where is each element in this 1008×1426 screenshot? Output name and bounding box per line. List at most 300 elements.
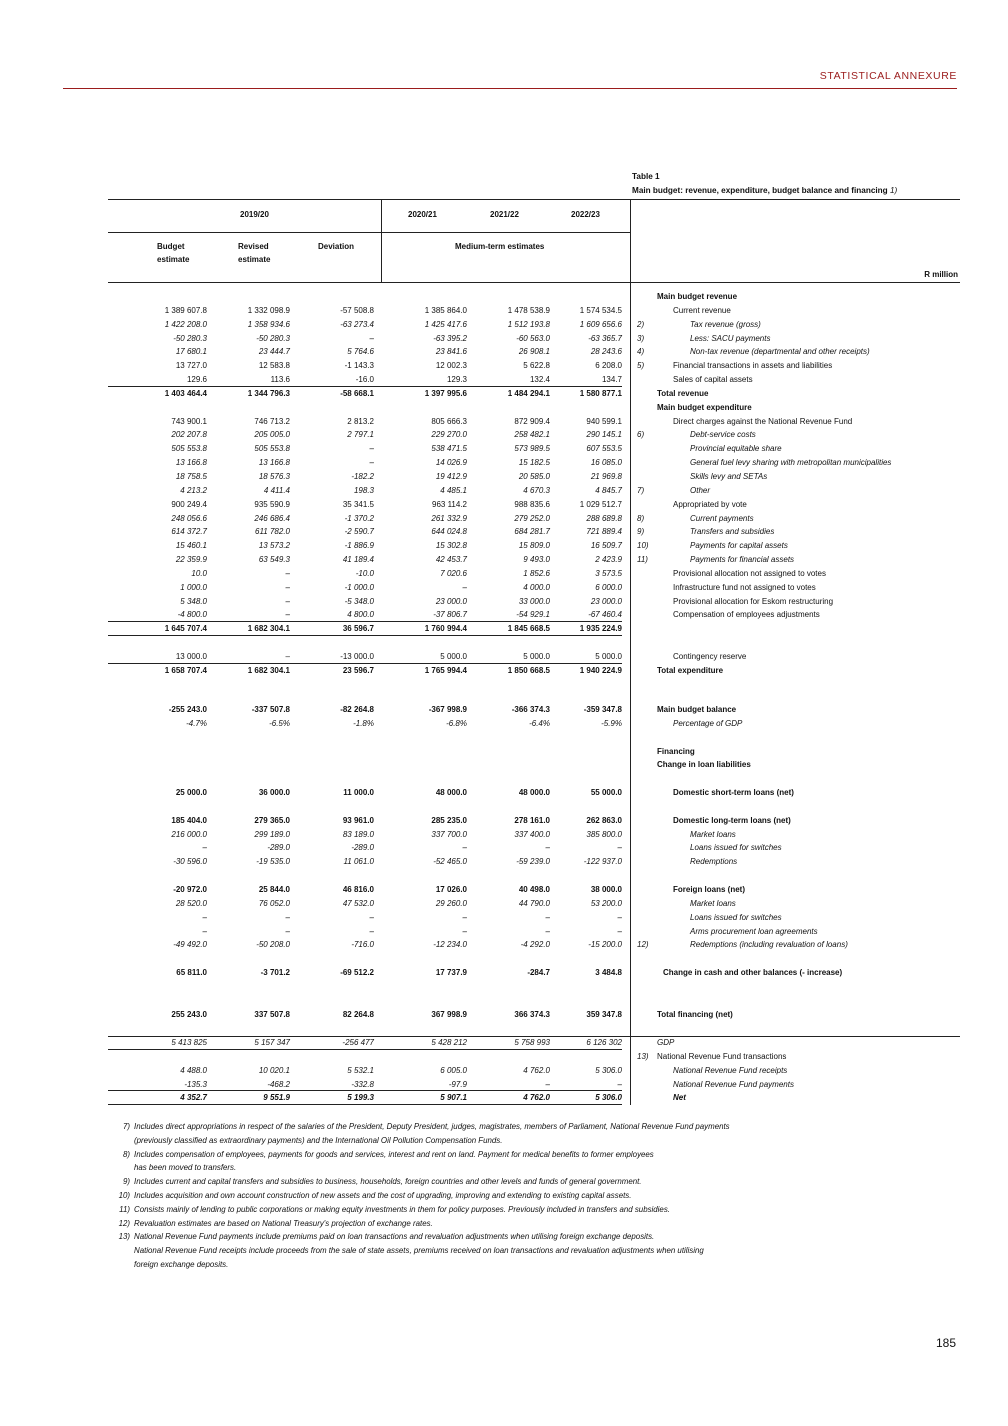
table-cell: 63 549.3: [258, 555, 290, 565]
table-row: [0, 456, 1008, 470]
row-label: Financing: [657, 746, 695, 756]
row-label: General fuel levy sharing with metropolitan municipalities: [690, 458, 892, 468]
footnote-number: 9): [122, 1177, 130, 1187]
header-rule: [63, 88, 957, 89]
table-row: [0, 814, 1008, 828]
row-label: Loans issued for switches: [690, 843, 782, 853]
table-cell: 4 488.0: [180, 1065, 207, 1075]
table-row: [0, 1008, 1008, 1022]
table-cell: -60 563.0: [516, 333, 550, 343]
table-cell: 367 998.9: [431, 1010, 467, 1019]
row-note-ref: 7): [637, 485, 645, 495]
table-cell: 23 841.6: [435, 347, 467, 357]
table-cell: 721 889.4: [586, 527, 622, 537]
page-header-title: STATISTICAL ANNEXURE: [819, 70, 957, 82]
table-cell: 16 085.0: [590, 458, 622, 468]
table-row: [0, 855, 1008, 869]
row-note-ref: 6): [637, 430, 645, 440]
table-cell: 607 553.5: [586, 444, 622, 454]
table-cell: 229 270.0: [431, 430, 467, 440]
table-cell: 4 800.0: [347, 610, 374, 620]
table-title-note: 1): [889, 186, 898, 195]
table-cell: 18 758.5: [175, 471, 207, 481]
table-row: [0, 758, 1008, 772]
table-cell: 202 207.8: [171, 430, 207, 440]
table-cell: 7 020.6: [440, 568, 467, 578]
footnote-line: [108, 1217, 948, 1231]
table-cell: 614 372.7: [171, 527, 207, 537]
table-cell: 278 161.0: [514, 815, 550, 825]
header-mid-rule: [108, 232, 630, 233]
table-cell: 23 444.7: [258, 347, 290, 357]
footnote-text: Includes acquisition and own account construction of new assets and the cost of upgrading, improving and extending to existing capital assets.: [134, 1190, 632, 1200]
footnote-text: National Revenue Fund payments include premiums paid on loan transactions and revaluation adjustments when utilising foreign exchange deposits.: [134, 1232, 655, 1242]
table-cell: -182.2: [351, 471, 374, 481]
row-label: Main budget balance: [657, 705, 737, 714]
table-cell: 36 596.7: [342, 624, 374, 634]
table-cell: 1 332 098.9: [247, 305, 290, 315]
row-label: Total revenue: [657, 388, 709, 398]
table-cell: 5 000.0: [595, 651, 622, 661]
table-cell: -13 000.0: [340, 651, 374, 661]
table-row: [0, 359, 1008, 373]
footnote-text: has been moved to transfers.: [134, 1163, 237, 1173]
table-cell: -716.0: [351, 940, 374, 950]
table-cell: -69 512.2: [340, 968, 374, 978]
table-cell: -50 280.3: [256, 333, 290, 343]
table-cell: 1 852.6: [523, 568, 550, 578]
row-label: Change in cash and other balances (- increase): [663, 968, 843, 978]
row-label: Sales of capital assets: [673, 375, 753, 385]
table-cell: 42 453.7: [435, 555, 467, 565]
table-cell: 9 493.0: [523, 555, 550, 565]
table-cell: 23 000.0: [590, 596, 622, 606]
table-cell: 83 189.0: [342, 829, 374, 839]
table-cell: –: [462, 912, 467, 922]
table-cell: –: [285, 912, 290, 922]
table-cell: 3 484.8: [595, 968, 622, 978]
table-row: [0, 345, 1008, 359]
table-cell: -289.0: [267, 843, 290, 853]
table-cell: 185 404.0: [171, 815, 207, 825]
footnote-text: Revaluation estimates are based on National Treasury's projection of exchange rates.: [134, 1218, 433, 1228]
table-cell: 1 512 193.8: [507, 319, 550, 329]
table-row: [0, 1050, 1008, 1064]
table-row: [0, 304, 1008, 318]
footnote-text: Consists mainly of lending to public corporations or making equity investments in them for policy purposes. Previously included in transfers and subsidies.: [134, 1204, 670, 1214]
table-cell: -52 465.0: [433, 857, 467, 867]
table-cell: -50 280.3: [173, 333, 207, 343]
table-cell: 6 000.0: [595, 582, 622, 592]
table-cell: -6.5%: [269, 718, 290, 728]
table-cell: 4 352.7: [180, 1093, 207, 1103]
footnote-number: 7): [122, 1122, 130, 1131]
table-row: [0, 1091, 1008, 1105]
footnote-number: 10): [118, 1190, 130, 1200]
table-cell: 29 260.0: [435, 898, 467, 908]
table-cell: 17 026.0: [435, 884, 467, 894]
table-cell: -30 596.0: [173, 857, 207, 867]
table-cell: 36 000.0: [258, 788, 290, 798]
row-label: Net: [673, 1093, 686, 1103]
footnote-number: 12): [118, 1218, 130, 1228]
footnote-line: [108, 1161, 948, 1175]
table-cell: -12 234.0: [433, 940, 467, 950]
table-cell: 10.0: [191, 568, 207, 578]
table-row: [0, 415, 1008, 429]
table-cell: 5 907.1: [440, 1093, 467, 1103]
table-cell: 6 208.0: [595, 361, 622, 371]
row-label: Financial transactions in assets and liabilities: [673, 361, 833, 371]
table-cell: -97.9: [448, 1079, 467, 1089]
table-row: [0, 608, 1008, 622]
table-caption: [632, 170, 897, 198]
table-cell: 48 000.0: [435, 788, 467, 798]
table-cell: 359 347.8: [586, 1010, 622, 1019]
footnote-text: (previously classified as extraordinary payments) and the International Oil Pollution Compensation Funds.: [134, 1135, 503, 1145]
footnote-line: [108, 1244, 948, 1258]
row-label: Percentage of GDP: [673, 718, 743, 728]
table-cell: 900 249.4: [171, 499, 207, 509]
table-cell: 25 000.0: [175, 788, 207, 798]
table-cell: -82 264.8: [340, 705, 374, 714]
table-cell: 129.6: [186, 375, 207, 385]
table-cell: –: [369, 444, 374, 454]
table-cell: 1 580 877.1: [579, 388, 622, 398]
footnote-line: [108, 1189, 948, 1203]
table-cell: 644 024.8: [431, 527, 467, 537]
row-label: GDP: [657, 1038, 675, 1047]
table-cell: 1 845 668.5: [507, 624, 550, 634]
table-row: [0, 745, 1008, 759]
table-cell: 25 844.0: [258, 884, 290, 894]
table-cell: 1 000.0: [180, 582, 207, 592]
footnote-number: 11): [119, 1204, 130, 1214]
table-cell: 255 243.0: [171, 1010, 207, 1019]
table-cell: 76 052.0: [258, 898, 290, 908]
table-cell: 9 551.9: [263, 1093, 290, 1103]
table-cell: 299 189.0: [254, 829, 290, 839]
table-cell: 1 760 994.4: [424, 624, 467, 634]
year-2021-22: 2021/22: [490, 210, 519, 219]
table-cell: –: [285, 651, 290, 661]
table-cell: 48 000.0: [518, 788, 550, 798]
table-cell: –: [369, 912, 374, 922]
row-label: Compensation of employees adjustments: [673, 610, 820, 620]
footnote-number: 8): [122, 1149, 130, 1159]
row-note-ref: 2): [637, 319, 645, 329]
table-cell: 872 909.4: [514, 416, 550, 426]
col-budget-estimate: Budget estimate: [157, 242, 190, 264]
table-cell: 11 061.0: [343, 857, 374, 867]
table-cell: 13 573.2: [258, 541, 290, 551]
table-row: [0, 911, 1008, 925]
table-cell: -58 668.1: [340, 388, 374, 398]
table-cell: 5 622.8: [523, 361, 550, 371]
table-cell: –: [285, 926, 290, 936]
row-note-ref: 3): [637, 333, 645, 343]
table-cell: –: [202, 843, 207, 853]
table-cell: –: [285, 596, 290, 606]
table-cell: 4 845.7: [595, 485, 622, 495]
table-cell: 15 460.1: [175, 541, 207, 551]
table-cell: -366 374.3: [511, 705, 550, 714]
table-cell: 1 935 224.9: [579, 624, 622, 634]
row-note-ref: 5): [637, 361, 645, 371]
table-row: [0, 553, 1008, 567]
table-cell: -6.4%: [529, 718, 550, 728]
table-cell: -37 806.7: [433, 610, 467, 620]
table-cell: 1 850 668.5: [507, 665, 550, 675]
table-cell: –: [369, 926, 374, 936]
table-cell: 40 498.0: [518, 884, 550, 894]
table-cell: 205 005.0: [254, 430, 290, 440]
table-cell: 16 509.7: [590, 541, 622, 551]
row-label: Appropriated by vote: [673, 499, 747, 509]
table-cell: 6 126 302: [586, 1038, 622, 1047]
footnote-line: [108, 1134, 948, 1148]
table-cell: 23 000.0: [435, 596, 467, 606]
row-note-ref: 9): [637, 527, 645, 537]
table-cell: -16.0: [355, 375, 374, 385]
table-cell: 5 306.0: [595, 1065, 622, 1075]
footnote-text: Includes current and capital transfers and subsidies to business, households, foreign countries and other levels and funds of general government.: [134, 1177, 642, 1187]
col-deviation: Deviation: [318, 242, 355, 251]
table-cell: 1 344 796.3: [247, 388, 290, 398]
table-cell: 1 358 934.6: [247, 319, 290, 329]
table-row: [0, 636, 1008, 650]
table-cell: -468.2: [267, 1079, 290, 1089]
table-cell: 4 670.3: [523, 485, 550, 495]
table-row: [0, 401, 1008, 415]
table-cell: 1 682 304.1: [247, 665, 290, 675]
table-cell: 15 302.8: [435, 541, 467, 551]
table-cell: 246 686.4: [254, 513, 290, 523]
table-cell: 5 758 993: [514, 1038, 550, 1047]
table-cell: 1 385 864.0: [424, 305, 467, 315]
table-cell: 13 727.0: [175, 361, 207, 371]
table-cell: 23 596.7: [342, 665, 374, 675]
row-label: National Revenue Fund payments: [673, 1079, 794, 1089]
table-cell: 5 000.0: [523, 651, 550, 661]
table-cell: 684 281.7: [514, 527, 550, 537]
table-cell: 17 680.1: [175, 347, 207, 357]
table-cell: 1 940 224.9: [579, 665, 622, 675]
table-cell: –: [369, 333, 374, 343]
row-note-ref: 8): [637, 513, 645, 523]
row-label: Change in loan liabilities: [657, 760, 751, 770]
row-label: Direct charges against the National Revenue Fund: [673, 416, 853, 426]
row-label: Provincial equitable share: [690, 444, 782, 454]
table-row: [0, 595, 1008, 609]
header-divider: [381, 199, 382, 282]
table-row: [0, 650, 1008, 664]
table-cell: -1 000.0: [344, 582, 374, 592]
table-cell: -122 937.0: [583, 857, 622, 867]
table-cell: 33 000.0: [518, 596, 550, 606]
table-cell: 258 482.1: [514, 430, 550, 440]
table-cell: -1 886.9: [344, 541, 374, 551]
footnote-line: [108, 1120, 948, 1134]
table-row: [0, 484, 1008, 498]
table-row: [0, 786, 1008, 800]
row-label: Provisional allocation for Eskom restructuring: [673, 596, 834, 606]
table-cell: -367 998.9: [428, 705, 467, 714]
row-label: Payments for financial assets: [690, 555, 795, 565]
table-cell: 262 863.0: [586, 815, 622, 825]
table-cell: 5 306.0: [595, 1093, 622, 1103]
footnote-line: [108, 1175, 948, 1189]
page-number: 185: [935, 1336, 956, 1350]
table-row: [0, 1036, 1008, 1050]
table-row: [0, 428, 1008, 442]
table-cell: 1 765 994.4: [424, 665, 467, 675]
table-cell: -284.7: [527, 968, 550, 978]
table-cell: -337 507.8: [251, 705, 290, 714]
table-cell: 1 484 294.1: [507, 388, 550, 398]
table-cell: -49 492.0: [173, 940, 207, 950]
table-cell: 1 389 607.8: [164, 305, 207, 315]
table-row: [0, 332, 1008, 346]
row-label: Skills levy and SETAs: [690, 471, 768, 481]
row-label: Total financing (net): [657, 1010, 733, 1019]
table-cell: -5.9%: [601, 718, 622, 728]
table-cell: -15 200.0: [588, 940, 622, 950]
footnote-text: Includes compensation of employees, payments for goods and services, interest and rent on land. Payment for medical benefits to former employees: [134, 1149, 654, 1159]
table-cell: –: [285, 568, 290, 578]
table-cell: 1 425 417.6: [424, 319, 467, 329]
table-cell: 82 264.8: [342, 1010, 374, 1019]
table-cell: 38 000.0: [590, 884, 622, 894]
table-cell: 129.3: [446, 375, 467, 385]
table-cell: 940 599.1: [586, 416, 622, 426]
table-cell: 28 520.0: [175, 898, 207, 908]
table-cell: 988 835.6: [514, 499, 550, 509]
table-cell: 53 200.0: [590, 898, 622, 908]
table-row: [0, 318, 1008, 332]
table-cell: –: [462, 582, 467, 592]
table-cell: –: [545, 843, 550, 853]
table-row: [0, 567, 1008, 581]
table-cell: 55 000.0: [590, 788, 622, 798]
table-cell: 505 553.8: [171, 444, 207, 454]
year-2022-23: 2022/23: [571, 210, 600, 219]
table-cell: –: [617, 1079, 622, 1089]
table-row: [0, 512, 1008, 526]
table-cell: 15 809.0: [518, 541, 550, 551]
table-cell: 279 252.0: [514, 513, 550, 523]
table-cell: 288 689.8: [586, 513, 622, 523]
footnote-line: [108, 1230, 948, 1244]
footnote-line: [108, 1258, 948, 1272]
table-cell: 134.7: [601, 375, 622, 385]
row-label: Total expenditure: [657, 665, 724, 675]
table-cell: 3 573.5: [595, 568, 622, 578]
table-row: [0, 664, 1008, 678]
table-cell: 5 000.0: [440, 651, 467, 661]
table-cell: -10.0: [355, 568, 374, 578]
table-cell: 19 412.9: [435, 471, 467, 481]
table-cell: -255 243.0: [168, 705, 207, 714]
row-label: Non-tax revenue (departmental and other receipts): [690, 347, 870, 357]
table-cell: 5 157 347: [254, 1038, 290, 1047]
row-note-ref: 13): [637, 1051, 649, 1061]
table-row: [0, 581, 1008, 595]
table-cell: -54 929.1: [516, 610, 550, 620]
table-cell: –: [285, 610, 290, 620]
table-cell: -1 143.3: [344, 361, 374, 371]
col-medium-term: Medium-term estimates: [455, 242, 545, 251]
table-row: [0, 1078, 1008, 1092]
table-row: [0, 1064, 1008, 1078]
table-cell: -332.8: [351, 1079, 374, 1089]
table-cell: -1.8%: [353, 718, 374, 728]
table-row: [0, 925, 1008, 939]
table-cell: 611 782.0: [255, 527, 290, 537]
row-label: Tax revenue (gross): [690, 319, 761, 329]
table-cell: -4 292.0: [520, 940, 550, 950]
row-label: Redemptions: [690, 857, 738, 867]
footnotes: [108, 1120, 948, 1272]
table-cell: -256 477: [342, 1038, 374, 1047]
table-cell: –: [369, 458, 374, 468]
table-cell: 1 574 534.5: [579, 305, 622, 315]
footnote-text: foreign exchange deposits.: [134, 1259, 229, 1269]
table-number: Table 1: [632, 172, 660, 181]
row-note-ref: 11): [637, 555, 648, 565]
col-revised-estimate: Revised estimate: [238, 242, 271, 264]
table-cell: -4 800.0: [177, 610, 207, 620]
table-cell: 5 428 212: [431, 1038, 467, 1047]
table-row: [0, 470, 1008, 484]
table-cell: 17 737.9: [435, 968, 467, 978]
table-row: [0, 373, 1008, 387]
table-cell: –: [202, 926, 207, 936]
table-row: [0, 703, 1008, 717]
footnote-text: National Revenue Fund receipts include proceeds from the sale of state assets, premiums received on loan transactions and revaluation adjustments when utilising: [134, 1246, 704, 1256]
table-cell: -19 535.0: [256, 857, 290, 867]
row-label: Debt-service costs: [690, 430, 756, 440]
table-cell: 290 145.1: [586, 430, 622, 440]
table-cell: –: [617, 912, 622, 922]
table-cell: –: [462, 926, 467, 936]
table-cell: -20 972.0: [173, 884, 207, 894]
table-cell: 337 400.0: [514, 829, 550, 839]
table-cell: -5 348.0: [344, 596, 374, 606]
table-cell: 337 507.8: [254, 1010, 290, 1019]
row-label: Main budget revenue: [657, 292, 738, 301]
table-cell: 13 166.8: [175, 458, 207, 468]
table-row: [0, 387, 1008, 401]
table-row: [0, 966, 1008, 980]
row-label: Redemptions (including revaluation of loans): [690, 940, 848, 950]
table-cell: –: [202, 912, 207, 922]
table-cell: 14 026.9: [435, 458, 467, 468]
table-cell: –: [285, 582, 290, 592]
table-cell: 93 961.0: [342, 815, 374, 825]
table-top-rule: [108, 199, 960, 200]
table-cell: 13 000.0: [175, 651, 207, 661]
row-label: Transfers and subsidies: [690, 527, 775, 537]
table-cell: -289.0: [351, 843, 374, 853]
table-row: [0, 290, 1008, 304]
table-cell: -2 590.7: [344, 527, 374, 537]
table-cell: 12 583.8: [258, 361, 290, 371]
table-cell: -1 370.2: [344, 513, 374, 523]
table-cell: 248 056.6: [171, 513, 207, 523]
table-cell: –: [545, 1079, 550, 1089]
table-cell: 5 348.0: [180, 596, 207, 606]
